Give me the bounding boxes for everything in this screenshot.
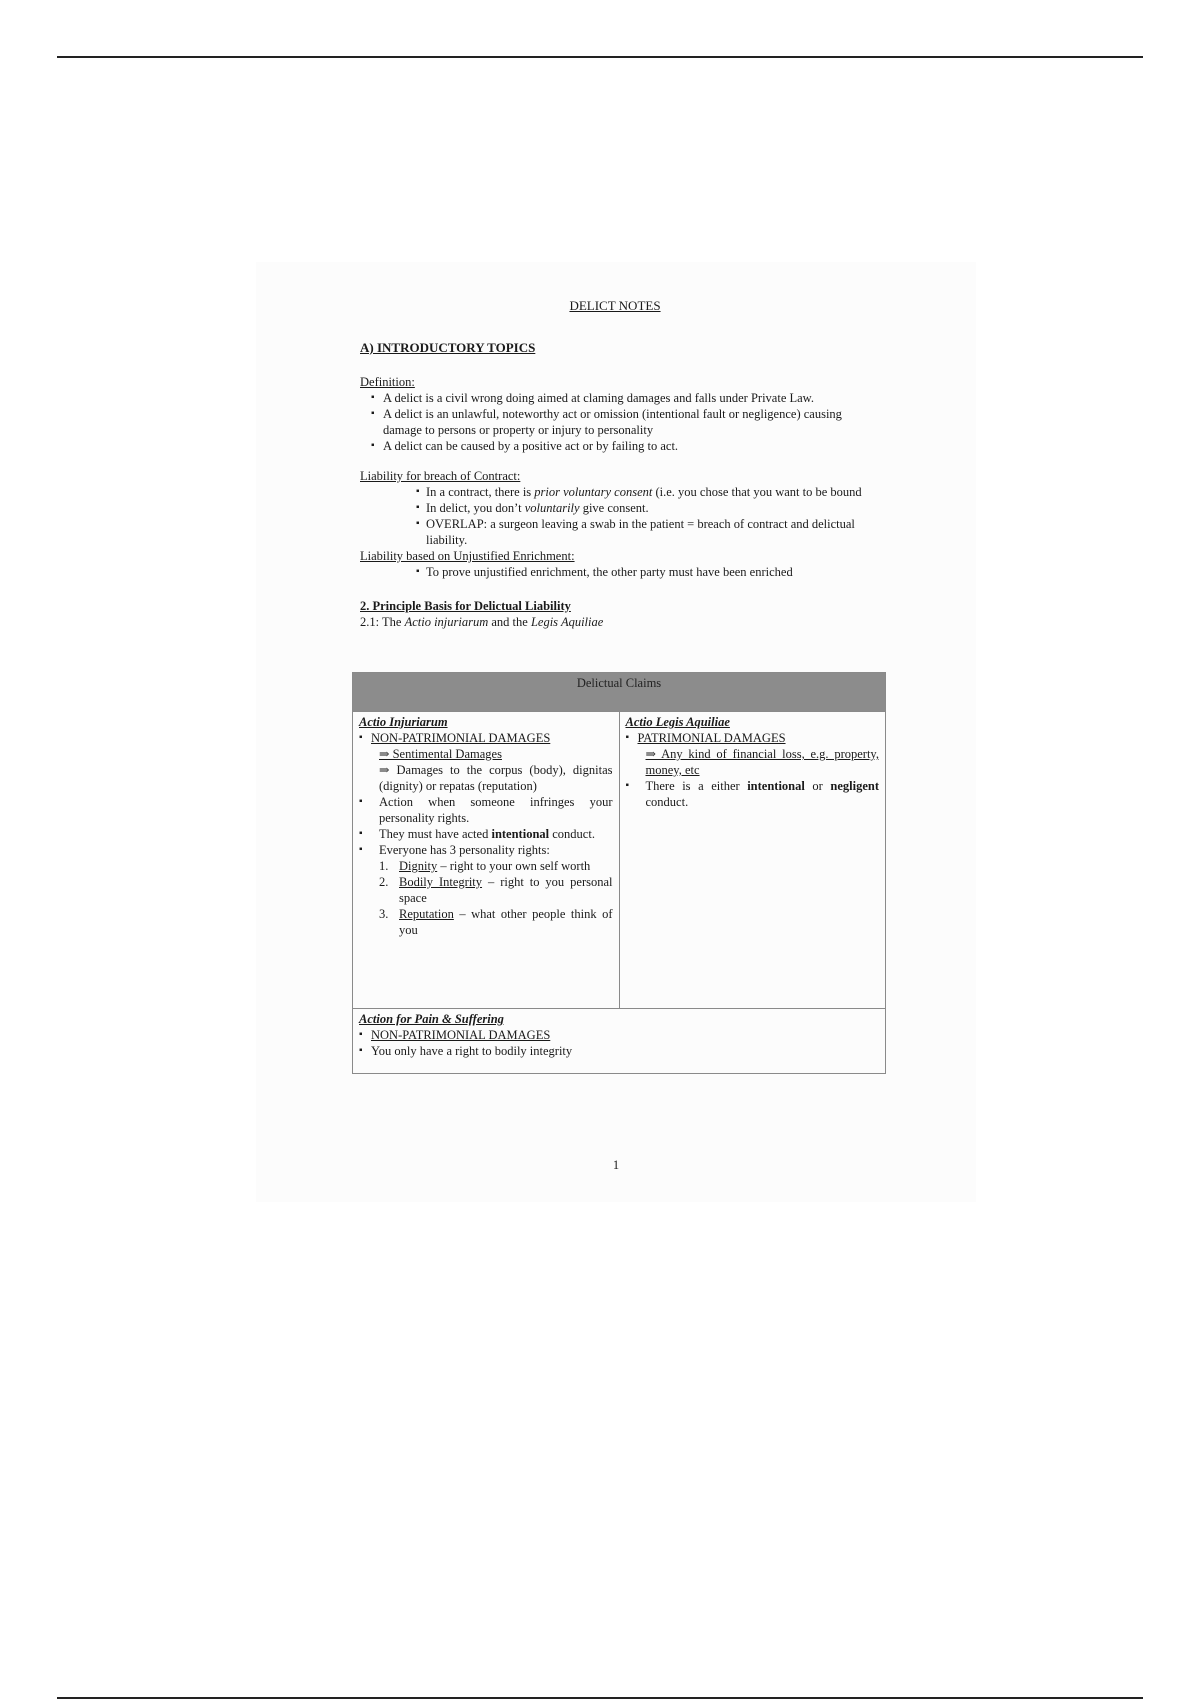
definition-list [360,390,870,454]
list-item [416,484,870,500]
emphasis: prior voluntary consent [534,485,653,499]
pain-suffering-cell [353,1009,886,1074]
list-item: ▪ A delict can be caused by a positive act or by failing to act. [372,438,870,454]
table-header: Delictual Claims [353,673,886,712]
aquiliae-list-2 [626,778,880,810]
document-page [256,262,976,1202]
aquiliae-list [626,730,880,746]
text: NON-PATRIMONIAL DAMAGES [371,731,551,745]
list-item [416,500,870,516]
column-heading: Actio Injuriarum [359,715,448,729]
text: There is a either [645,779,748,793]
emphasis: Actio injuriarum [404,615,489,629]
text: NON-PATRIMONIAL DAMAGES [371,1028,551,1042]
list-item: ▪ To prove unjustified enrichment, the other party must have been enriched [416,564,870,580]
list-item [379,874,613,906]
list-item [626,778,880,810]
text: In delict, you don’t [426,501,525,515]
arrow-item: ⇒ Damages to the corpus (body), dignitas (dignity) or repatas (reputation) [379,763,613,793]
strong-text: intentional [491,827,550,841]
text: conduct. [645,795,689,809]
text: They must have acted [379,827,492,841]
bottom-rule [57,1697,1143,1699]
list-item [379,906,613,938]
item-number: 2. [379,875,389,889]
actio-legis-aquiliae-cell [619,712,886,1009]
list-item: ▪ A delict is an unlawful, noteworthy act or omission (intentional fault or negligence) causing damage to persons or property or injury to personality [372,406,870,438]
delictual-claims-table [352,672,886,1074]
page-number: 1 [612,1158,620,1172]
text: (i.e. you chose that you want to be bound [652,485,862,499]
term: Reputation [399,907,454,921]
text: PATRIMONIAL DAMAGES [637,731,786,745]
arrow-item [626,746,880,778]
text: – right to your own self worth [437,859,591,873]
list-item [359,1027,879,1043]
list-item: ▪ Action when someone infringes your personality rights. [359,794,613,826]
arrow-item [359,746,613,762]
enrichment-label: Liability based on Unjustified Enrichment: [360,549,575,563]
section-a-heading: A) INTRODUCTORY TOPICS [360,340,536,355]
list-item: ▪ You only have a right to bodily integrity [359,1043,879,1059]
emphasis: voluntarily [524,501,580,515]
column-heading: Actio Legis Aquiliae [625,715,730,729]
text: conduct. [549,827,595,841]
strong-text: negligent [830,779,879,793]
text: ⇒ Sentimental Damages [379,747,502,761]
text: – what other people think of you [399,907,613,937]
emphasis: Legis Aquiliae [530,615,604,629]
term: Dignity [399,859,438,873]
list-item [359,826,613,842]
text: 2.1: The [360,615,405,629]
page-content [360,298,870,630]
text: or [804,779,831,793]
strong-text: intentional [747,779,805,793]
list-item: ▪ Everyone has 3 personality rights: [359,842,613,858]
document-title: DELICT NOTES [569,298,661,313]
list-item: ▪ OVERLAP: a surgeon leaving a swab in the patient = breach of contract and delictual liability. [416,516,870,548]
column-heading: Action for Pain & Suffering [359,1012,504,1026]
contract-label: Liability for breach of Contract: [360,469,521,483]
section-2-heading: 2. Principle Basis for Delictual Liability [360,599,571,613]
text: – right to you personal space [399,875,613,905]
item-number: 1. [379,859,389,873]
item-number: 3. [379,907,389,921]
text: In a contract, there is [426,485,535,499]
list-item [626,730,880,746]
contract-list [360,484,870,548]
actio-injuriarum-cell [353,712,620,1009]
text: ⇒ Any kind of financial loss, e.g. property, money, etc [645,747,879,777]
top-rule [57,56,1143,58]
list-item: ▪ A delict is a civil wrong doing aimed at claming damages and falls under Private Law. [372,390,870,406]
term: Bodily Integrity [399,875,483,889]
subsection-2-1 [360,614,870,630]
text: and the [488,615,531,629]
text: give consent. [579,501,649,515]
definition-label: Definition: [360,375,415,389]
injuriarum-list-2 [359,794,613,858]
enrichment-list [360,564,870,580]
pain-suffering-list [359,1027,879,1059]
list-item [379,858,613,874]
personality-rights-list [359,858,613,938]
list-item [359,730,613,746]
injuriarum-list [359,730,613,746]
